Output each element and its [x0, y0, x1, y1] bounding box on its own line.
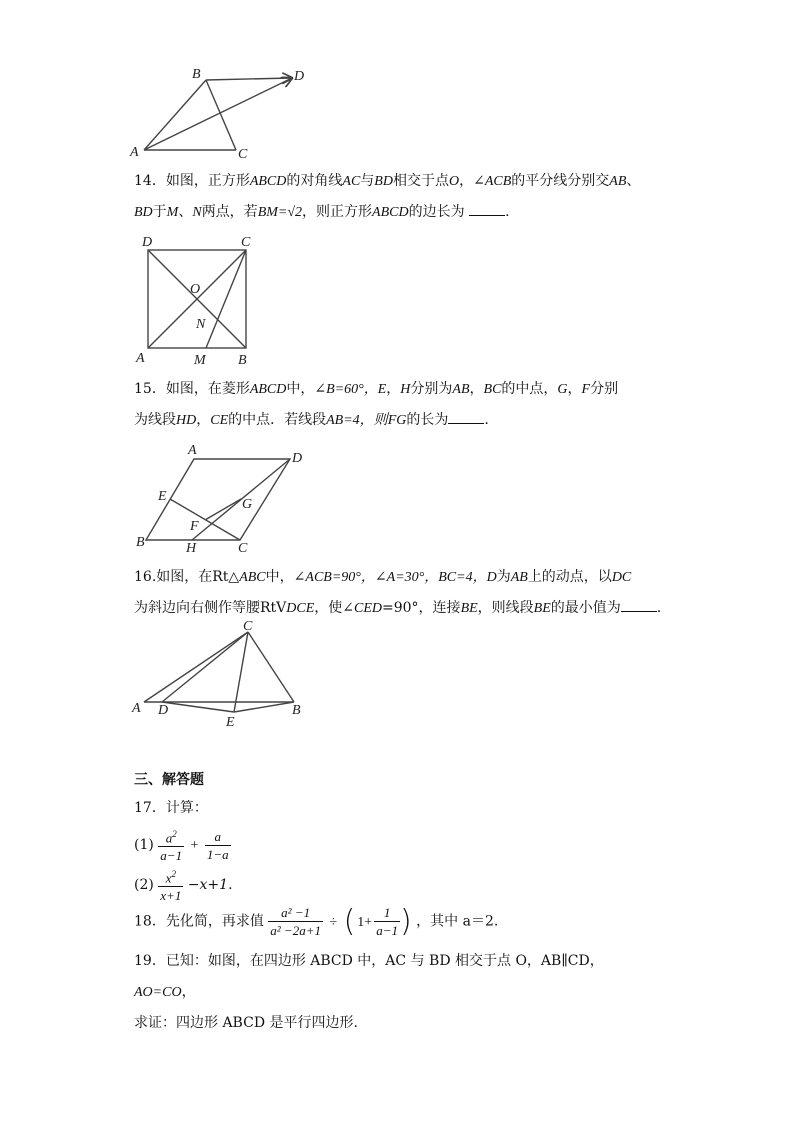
label-b: B [238, 353, 247, 368]
q16-line1 [134, 562, 664, 593]
label-b: B [136, 535, 145, 550]
q16-text: 为 [496, 569, 511, 585]
figure-q16 [130, 618, 330, 734]
q15-math: H [400, 382, 411, 397]
denominator: 1−a [206, 846, 229, 862]
q14-text: 与 [360, 173, 375, 189]
paren-open: ( [343, 904, 356, 939]
q15-math: G [557, 382, 568, 397]
fraction [158, 826, 184, 864]
label-d: D [294, 69, 305, 84]
figure-q15-svg [132, 442, 322, 558]
denominator: a² −2a+1 [270, 923, 321, 938]
answer-blank[interactable] [448, 411, 484, 424]
label-a: A [130, 145, 139, 160]
figure-q15 [132, 442, 322, 562]
q16-text: ，使∠ [314, 600, 355, 616]
label-f: F [190, 519, 199, 534]
q14-text: 如图，正方形 [165, 173, 250, 189]
q15-text: ， [567, 381, 582, 397]
q15-text: . [484, 412, 489, 428]
q15-math: BC [483, 382, 502, 397]
q15-text: 中，∠ [286, 381, 327, 397]
segment-bc [248, 632, 294, 702]
q18-text: ，其中 a＝2. [416, 913, 499, 930]
q15-text: 分别为 [410, 381, 453, 397]
period: . [228, 877, 233, 894]
q17-part2 [134, 866, 233, 904]
q14-text: 的边长为 [408, 204, 465, 220]
q17-part1 [134, 826, 231, 864]
vector-bd [206, 78, 292, 80]
q14-text: ，∠ [459, 173, 485, 189]
q14-math: =√2 [277, 205, 303, 220]
operator: + [190, 838, 199, 854]
q16-math: AB [510, 570, 528, 585]
q14-math: BD [374, 174, 393, 189]
q16-math: D [486, 570, 497, 585]
q15-math: AB [326, 413, 344, 428]
numerator [158, 826, 184, 847]
part-label: (1) [134, 837, 154, 854]
q15-text: 如图，在菱形 [165, 381, 250, 397]
q17-title: 17．计算： [134, 800, 208, 816]
q15-math: =60°， [334, 382, 378, 397]
q15-math: FG [387, 413, 407, 428]
q15-text: 分别 [590, 381, 619, 397]
label-c: C [241, 235, 251, 250]
denominator: x+1 [160, 888, 182, 904]
question-14 [134, 166, 664, 228]
label-c: C [238, 147, 248, 162]
q15-math: F [581, 382, 591, 397]
label-e: E [226, 715, 235, 730]
segment-eb [234, 702, 294, 712]
q16-math: BC [438, 570, 457, 585]
q14-text: ，则正方形 [302, 204, 373, 220]
q14-text: 、 [626, 173, 641, 189]
figure-q13 [130, 64, 320, 168]
q15-text: 为线段 [134, 412, 176, 428]
label-a: A [132, 701, 141, 716]
q15-math: CE [210, 413, 229, 428]
fraction [268, 904, 323, 939]
expression: 1+ [357, 914, 373, 930]
exponent: 2 [171, 869, 176, 879]
q16-math: A [386, 570, 396, 585]
segment-fg [205, 499, 241, 520]
numerator: a [205, 828, 231, 846]
q14-text: 于 [152, 204, 167, 220]
q19-text: ， [181, 984, 196, 1000]
q14-number: 14． [134, 173, 166, 189]
q16-text: 的最小值为 [550, 600, 621, 616]
q16-text: =90°，连接 [382, 600, 461, 616]
q14-text: 的平分线分别交 [511, 173, 610, 189]
q14-math: ACB [484, 174, 512, 189]
q15-math: HD [176, 413, 197, 428]
q16-math: ABC [239, 570, 266, 585]
q15-math: E [377, 382, 387, 397]
bisector-cm [206, 250, 246, 348]
part-label: (2) [134, 877, 154, 894]
numerator: a² −1 [268, 904, 323, 922]
q16-math: =4， [456, 570, 487, 585]
q14-math: BD [134, 205, 153, 220]
q15-text: 的中点， [501, 381, 558, 397]
numerator [158, 866, 183, 887]
q15-line2 [134, 405, 664, 436]
paren-close: ) [399, 904, 412, 939]
q16-math: DCE [286, 601, 315, 616]
q18-text: 18．先化简，再求值 [134, 913, 264, 930]
q14-math: BM [257, 205, 278, 220]
q16-math: ACB [305, 570, 332, 585]
label-c: C [243, 619, 253, 634]
q15-line1 [134, 374, 664, 405]
label-b: B [292, 703, 301, 718]
label-e: E [158, 489, 167, 504]
q14-math: O [448, 174, 460, 189]
denominator: a−1 [160, 848, 183, 864]
label-h: H [186, 541, 197, 556]
q19-text: 19．已知：如图，在四边形 ABCD 中，AC 与 BD 相交于点 O，AB∥CD， [134, 953, 604, 969]
segment-ab [144, 80, 206, 150]
q15-math: AB [452, 382, 470, 397]
numerator: 1 [374, 904, 400, 922]
label-d: D [158, 703, 169, 718]
q19-math: AO=CO [134, 985, 182, 1000]
q15-text: ， [196, 412, 211, 428]
label-a: A [136, 351, 145, 366]
q14-math: ABCD [249, 174, 287, 189]
segment-ac [144, 632, 248, 702]
exponent: 2 [172, 829, 177, 839]
q16-math: BE [533, 601, 551, 616]
figure-q14 [132, 232, 262, 372]
q15-math: B [326, 382, 335, 397]
q16-number: 16. [134, 569, 157, 585]
q15-number: 15． [134, 381, 166, 397]
q14-math: N [192, 205, 202, 220]
q16-text: 上的动点，以 [527, 569, 612, 585]
q14-line1 [134, 166, 664, 197]
answer-blank[interactable] [469, 203, 505, 216]
question-18 [134, 904, 498, 939]
fraction [158, 866, 183, 904]
q16-math: CED [354, 601, 383, 616]
fraction [374, 904, 400, 939]
q14-text: 的对角线 [286, 173, 343, 189]
q19-line1 [134, 946, 664, 1008]
q14-math: AB [609, 174, 627, 189]
q16-text: ，则线段 [477, 600, 534, 616]
q16-math: BE [460, 601, 478, 616]
q16-text: 如图，在Rt△ [156, 569, 240, 585]
figure-q13-svg [130, 64, 320, 164]
label-a: A [188, 443, 197, 458]
section-title: 三、解答题 [134, 772, 204, 788]
figure-q16-svg [130, 618, 330, 730]
expression: −x+1 [187, 877, 229, 894]
vector-ad [144, 78, 292, 150]
q15-text: ， [386, 381, 401, 397]
label-d: D [142, 235, 153, 250]
segment-dc [162, 632, 248, 702]
q15-math: ABCD [249, 382, 287, 397]
var-a: a [165, 830, 173, 846]
label-c: C [238, 541, 248, 556]
q16-math: =30°， [395, 570, 439, 585]
denominator: a−1 [376, 923, 398, 938]
label-g: G [242, 497, 253, 512]
fraction [205, 828, 231, 863]
label-o: O [190, 282, 201, 297]
label-n: N [196, 317, 206, 332]
label-m: M [194, 353, 206, 368]
label-d: D [292, 451, 303, 466]
q16-text: . [656, 600, 662, 616]
segment-de [162, 702, 234, 712]
q14-text: 相交于点 [392, 173, 449, 189]
question-16 [134, 562, 664, 624]
figure-q14-svg [132, 232, 262, 368]
q14-math: M [166, 205, 179, 220]
segment-ce [234, 632, 248, 712]
q16-text: 中，∠ [265, 569, 306, 585]
q16-text: 为斜边向右侧作等腰RtV [134, 600, 287, 616]
q15-math: =4，则 [343, 413, 388, 428]
q19-line2: 求证：四边形 ABCD 是平行四边形. [134, 1015, 358, 1031]
divide-operator: ÷ [329, 914, 338, 930]
q16-math: DC [611, 570, 632, 585]
q14-text: 两点，若 [201, 204, 258, 220]
q15-text: 的中点．若线段 [228, 412, 327, 428]
var-x: x [165, 870, 172, 886]
q14-math: ABCD [372, 205, 409, 220]
q14-line2 [134, 197, 664, 228]
segment-bc [206, 80, 236, 150]
label-b: B [192, 67, 201, 82]
q14-math: AC [342, 174, 361, 189]
question-15 [134, 374, 664, 436]
q15-text: ， [469, 381, 484, 397]
q14-text: . [505, 204, 510, 220]
q15-text: 的长为 [406, 412, 449, 428]
question-19 [134, 946, 664, 1039]
answer-blank[interactable] [621, 599, 657, 612]
q16-math: =90°，∠ [331, 570, 387, 585]
q14-text: 、 [178, 204, 193, 220]
